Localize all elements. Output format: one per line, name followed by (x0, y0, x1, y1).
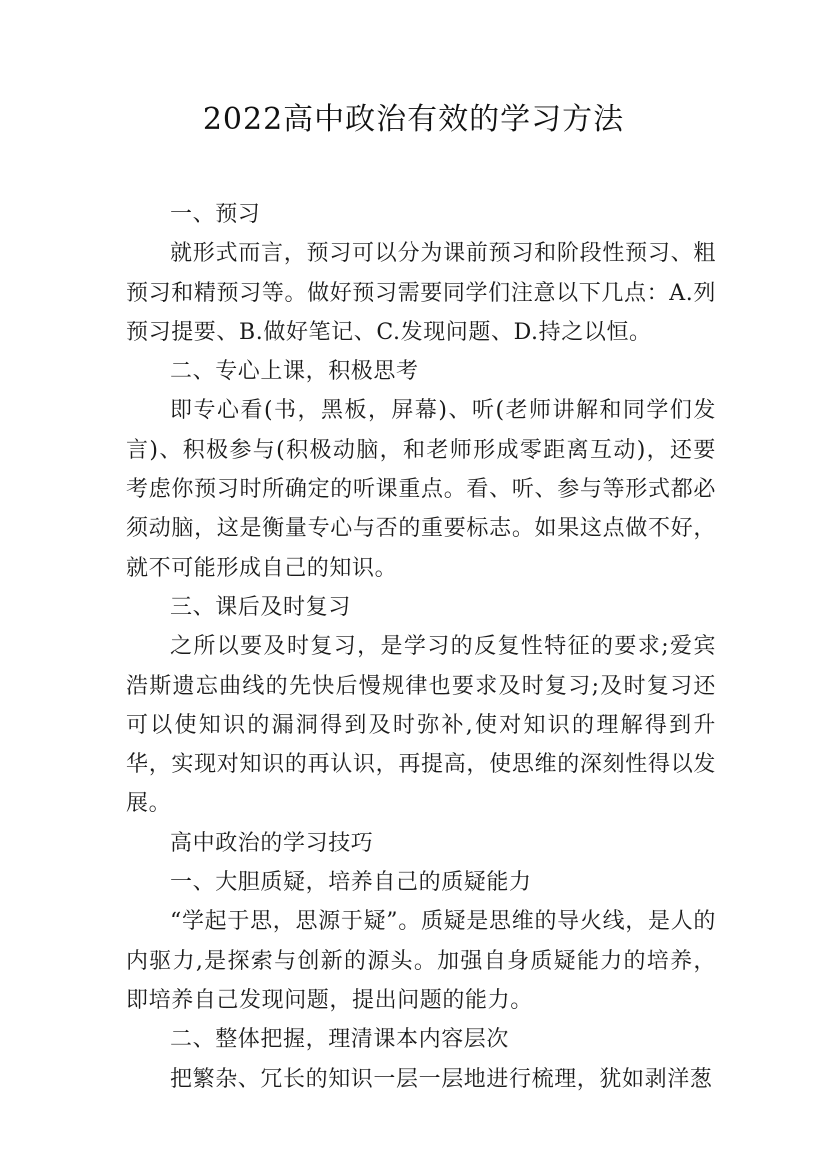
section-heading-study-skills: 高中政治的学习技巧 (170, 830, 374, 856)
document-title: 2022高中政治有效的学习方法 (202, 102, 625, 137)
section-heading-preview: 一、预习 (170, 202, 261, 227)
section-heading-overall-grasp: 二、整体把握，理清课本内容层次 (170, 1027, 510, 1053)
paragraph-focus-in-class: 即专心看(书，黑板，屏幕)、听(老师讲解和同学们发言)、积极参与(积极动脑，和老师形成零距离互动)，还要考虑你预习时所确定的听课重点。看、听、参与等形式都必须动脑，这是衡量专心与否的重要标志。如果这点做不好，就不可能形成自己的知识。 (126, 398, 716, 581)
document-body (126, 195, 716, 1099)
section-heading-review: 三、课后及时复习 (170, 594, 351, 620)
paragraph-review: 之所以要及时复习，是学习的反复性特征的要求;爱宾浩斯遗忘曲线的先快后慢规律也要求及时复习;及时复习还可以使知识的漏洞得到及时弥补,使对知识的理解得到升华，实现对知识的再认识，再提高，使思维的深刻性得以发展。 (126, 634, 716, 817)
paragraph-overall-grasp: 把繁杂、冗长的知识一层一层地进行梳理，犹如剥洋葱 (170, 1066, 713, 1092)
section-heading-focus-in-class: 二、专心上课，积极思考 (170, 359, 419, 385)
paragraph-questioning: “学起于思，思源于疑”。质疑是思维的导火线，是人的内驱力,是探索与创新的源头。加强自身质疑能力的培养，即培养自己发现问题，提出问题的能力。 (126, 909, 716, 1013)
section-heading-questioning: 一、大胆质疑，培养自己的质疑能力 (170, 870, 532, 896)
paragraph-preview: 就形式而言，预习可以分为课前预习和阶段性预习、粗预习和精预习等。做好预习需要同学们注意以下几点：A.列预习提要、B.做好笔记、C.发现问题、D.持之以恒。 (126, 241, 716, 345)
